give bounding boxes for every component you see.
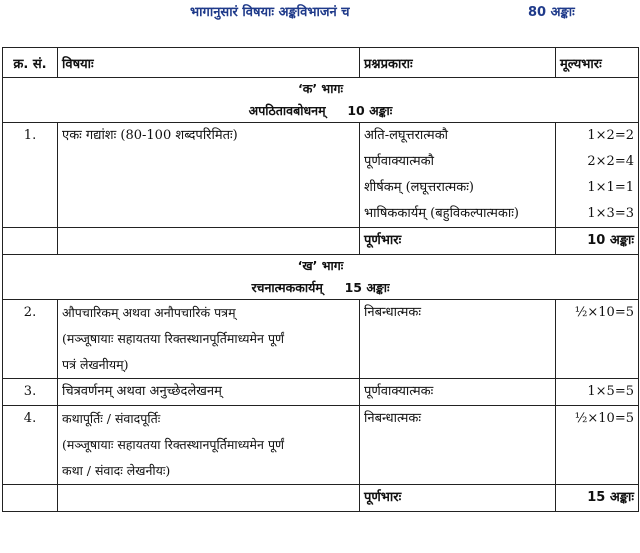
heading-title: भागानुसारं विषयाः अङ्कविभाजनं च xyxy=(190,5,350,20)
header-serial: क्र. सं. xyxy=(3,48,58,78)
marks-value: 1×5=5 xyxy=(587,384,634,399)
total-label: पूर्णभारः xyxy=(364,490,402,505)
row-subject-note: (मञ्जूषायाः सहायतया रिक्तस्थानपूर्तिमाध्यमेन पूर्णं xyxy=(62,331,285,346)
marks-distribution-table xyxy=(2,47,639,512)
total-value: 15 अङ्काः xyxy=(587,490,634,505)
page-heading xyxy=(0,0,640,24)
row-subject-note: कथा / संवादः लेखनीयः) xyxy=(62,463,171,478)
row-number: 3. xyxy=(23,384,37,399)
row-subject-note: (मञ्जूषायाः सहायतया रिक्तस्थानपूर्तिमाध्यमेन पूर्णं xyxy=(62,437,285,452)
table-row xyxy=(3,123,639,228)
header-subjects: विषयाः xyxy=(58,48,360,78)
table-row xyxy=(3,379,639,406)
section-ka-title: ‘क’ भागः xyxy=(297,81,344,96)
question-type: शीर्षकम् (लघूत्तरात्मकः) xyxy=(364,180,474,195)
heading-total-marks: 80 अङ्काः xyxy=(528,5,575,20)
question-type: निबन्धात्मकः xyxy=(364,305,422,320)
question-type: पूर्णवाक्यात्मकः xyxy=(364,384,434,399)
row-subject: कथापूर्तिः / संवादपूर्तिः xyxy=(62,411,161,426)
section-ka-row xyxy=(3,78,639,123)
header-marks: मूल्यभारः xyxy=(556,48,639,78)
question-type: भाषिककार्यम् (बहुविकल्पात्मकाः) xyxy=(364,206,519,221)
question-type: निबन्धात्मकः xyxy=(364,411,422,426)
question-type: अति-लघूत्तरात्मकौ xyxy=(364,128,449,143)
total-value: 10 अङ्काः xyxy=(587,233,634,248)
total-row-kha xyxy=(3,485,639,512)
total-row-ka xyxy=(3,228,639,255)
marks-value: 1×3=3 xyxy=(587,206,634,221)
row-number: 1. xyxy=(23,128,37,143)
section-ka-subtitle: अपठितावबोधनम् 10 अङ्काः xyxy=(248,103,393,118)
header-row xyxy=(3,48,639,78)
section-kha-subtitle: रचनात्मककार्यम् 15 अङ्काः xyxy=(251,280,390,295)
question-type: पूर्णवाक्यात्मकौ xyxy=(364,154,435,169)
marks-value: 2×2=4 xyxy=(587,154,634,169)
section-kha-heading xyxy=(3,255,639,300)
header-question-types: प्रश्नप्रकाराः xyxy=(360,48,556,78)
section-ka-heading xyxy=(3,78,639,123)
row-number: 4. xyxy=(23,411,37,426)
row-subject: एकः गद्यांशः (80-100 शब्दपरिमितः) xyxy=(62,128,238,143)
total-label: पूर्णभारः xyxy=(364,233,402,248)
row-subject: चित्रवर्णनम् अथवा अनुच्छेदलेखनम् xyxy=(62,384,222,399)
row-subject: औपचारिकम् अथवा अनौपचारिकं पत्रम् xyxy=(62,305,236,320)
row-number: 2. xyxy=(23,305,37,320)
marks-value: 1×2=2 xyxy=(587,128,634,143)
table-row xyxy=(3,300,639,379)
marks-value: ½×10=5 xyxy=(574,411,634,426)
marks-value: 1×1=1 xyxy=(587,180,634,195)
table-row xyxy=(3,406,639,485)
row-subject-note: पत्रं लेखनीयम्) xyxy=(62,357,129,372)
section-kha-title: ‘ख’ भागः xyxy=(297,258,344,273)
section-kha-row xyxy=(3,255,639,300)
marks-value: ½×10=5 xyxy=(574,305,634,320)
